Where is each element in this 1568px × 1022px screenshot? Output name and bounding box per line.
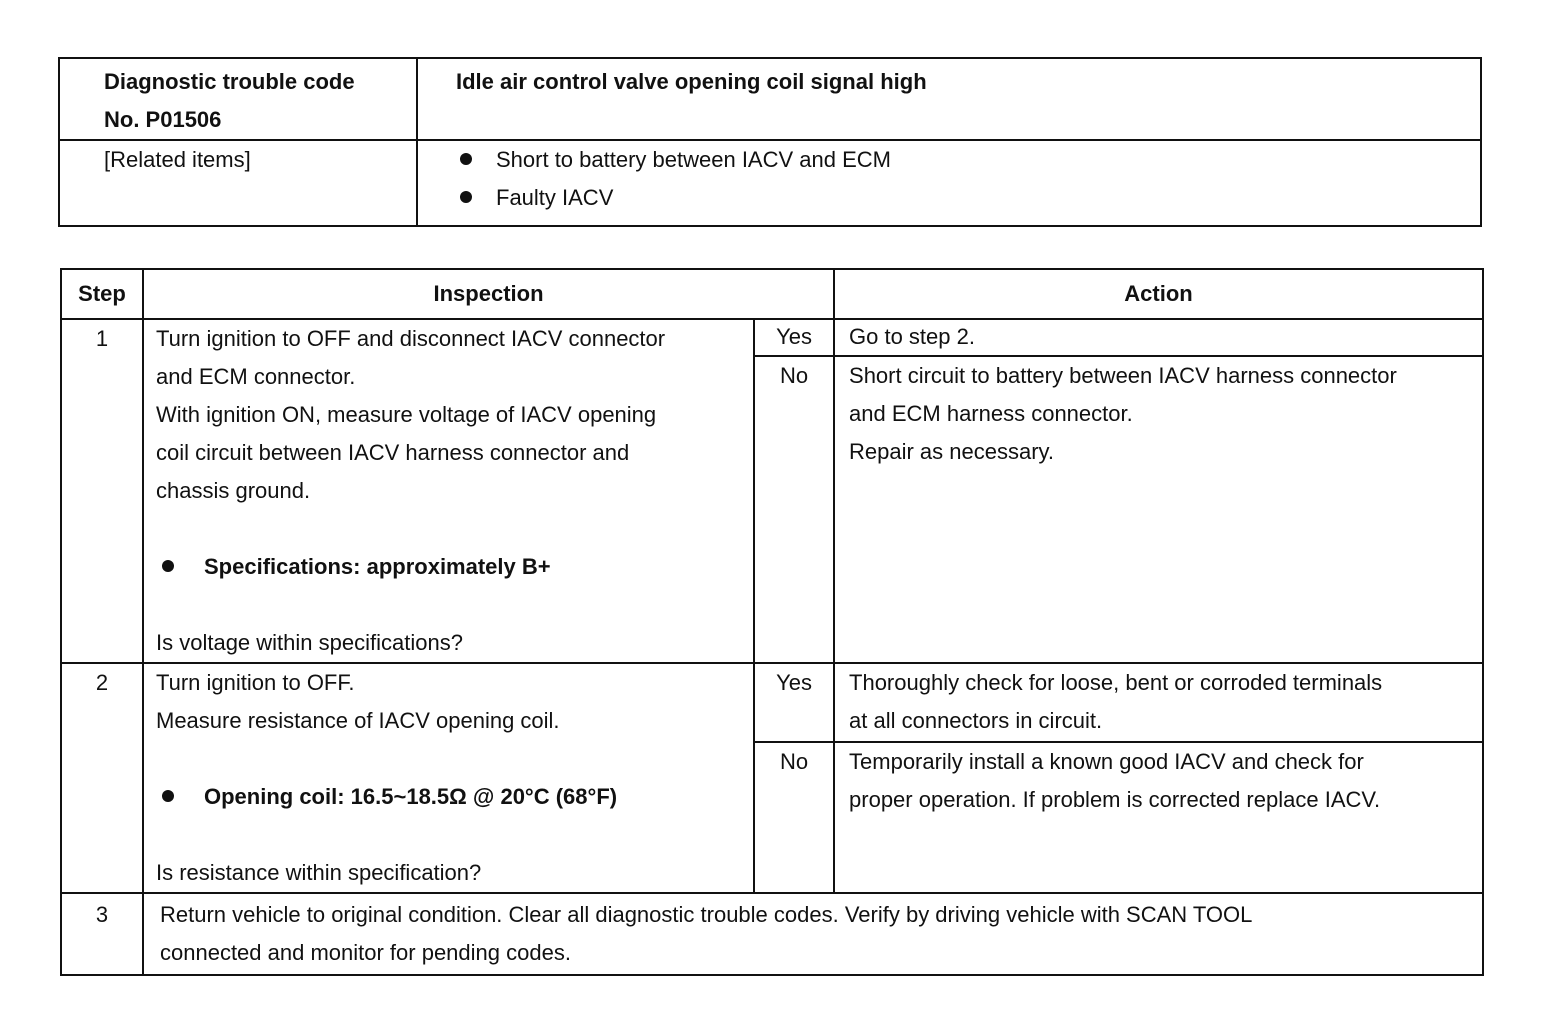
action-cell: Thoroughly check for loose, bent or corroded terminals at all connectors in circuit. — [834, 663, 1483, 742]
specification: Opening coil: 16.5~18.5Ω @ 20°C (68°F) — [156, 778, 753, 816]
dtc-code-number: No. P01506 — [104, 107, 222, 132]
inspection-cell: Turn ignition to OFF. Measure resistance of IACV opening coil. Opening coil: 16.5~18.5Ω @ 20°C (68°F) Is resistance within specification? — [143, 663, 754, 893]
step-number: 2 — [61, 663, 143, 893]
related-item: Faulty IACV — [460, 179, 1480, 217]
specification: Specifications: approximately B+ — [156, 548, 753, 586]
bullet-icon — [162, 560, 174, 572]
no-label: No — [754, 356, 834, 663]
dtc-title: Idle air control valve opening coil signal high — [417, 58, 1481, 140]
inspection-table — [60, 268, 1484, 976]
column-header-inspection: Inspection — [143, 269, 834, 319]
step-number: 1 — [61, 319, 143, 663]
bullet-icon — [460, 191, 472, 203]
bullet-icon — [162, 790, 174, 802]
action-cell: Go to step 2. — [834, 319, 1483, 356]
yes-label: Yes — [754, 319, 834, 356]
related-items-list — [417, 140, 1481, 226]
table-header-row — [61, 269, 1483, 319]
related-items-label: [Related items] — [59, 140, 417, 226]
related-item: Short to battery between IACV and ECM — [460, 141, 1480, 179]
yes-label: Yes — [754, 663, 834, 742]
dtc-code-label: Diagnostic trouble code — [104, 69, 355, 94]
inspection-question: Is resistance within specification? — [156, 860, 482, 885]
inspection-question: Is voltage within specifications? — [156, 630, 463, 655]
table-row — [61, 893, 1483, 975]
inspection-cell: Turn ignition to OFF and disconnect IACV connector and ECM connector. With ignition ON, measure voltage of IACV opening coil circuit between IACV harness connector and chassis ground. Specifications: approximately B+ Is voltage within specifications? — [143, 319, 754, 663]
final-step-cell: Return vehicle to original condition. Clear all diagnostic trouble codes. Verify by driving vehicle with SCAN TOOL connected and monitor for pending codes. — [143, 893, 1483, 975]
column-header-step: Step — [61, 269, 143, 319]
bullet-icon — [460, 153, 472, 165]
dtc-code-cell — [59, 58, 417, 140]
table-row — [61, 319, 1483, 356]
no-label: No — [754, 742, 834, 893]
action-cell: Short circuit to battery between IACV harness connector and ECM harness connector. Repair as necessary. — [834, 356, 1483, 663]
dtc-header-table — [58, 57, 1482, 227]
step-number: 3 — [61, 893, 143, 975]
action-cell: Temporarily install a known good IACV and check for proper operation. If problem is corrected replace IACV. — [834, 742, 1483, 893]
column-header-action: Action — [834, 269, 1483, 319]
table-row — [61, 663, 1483, 742]
